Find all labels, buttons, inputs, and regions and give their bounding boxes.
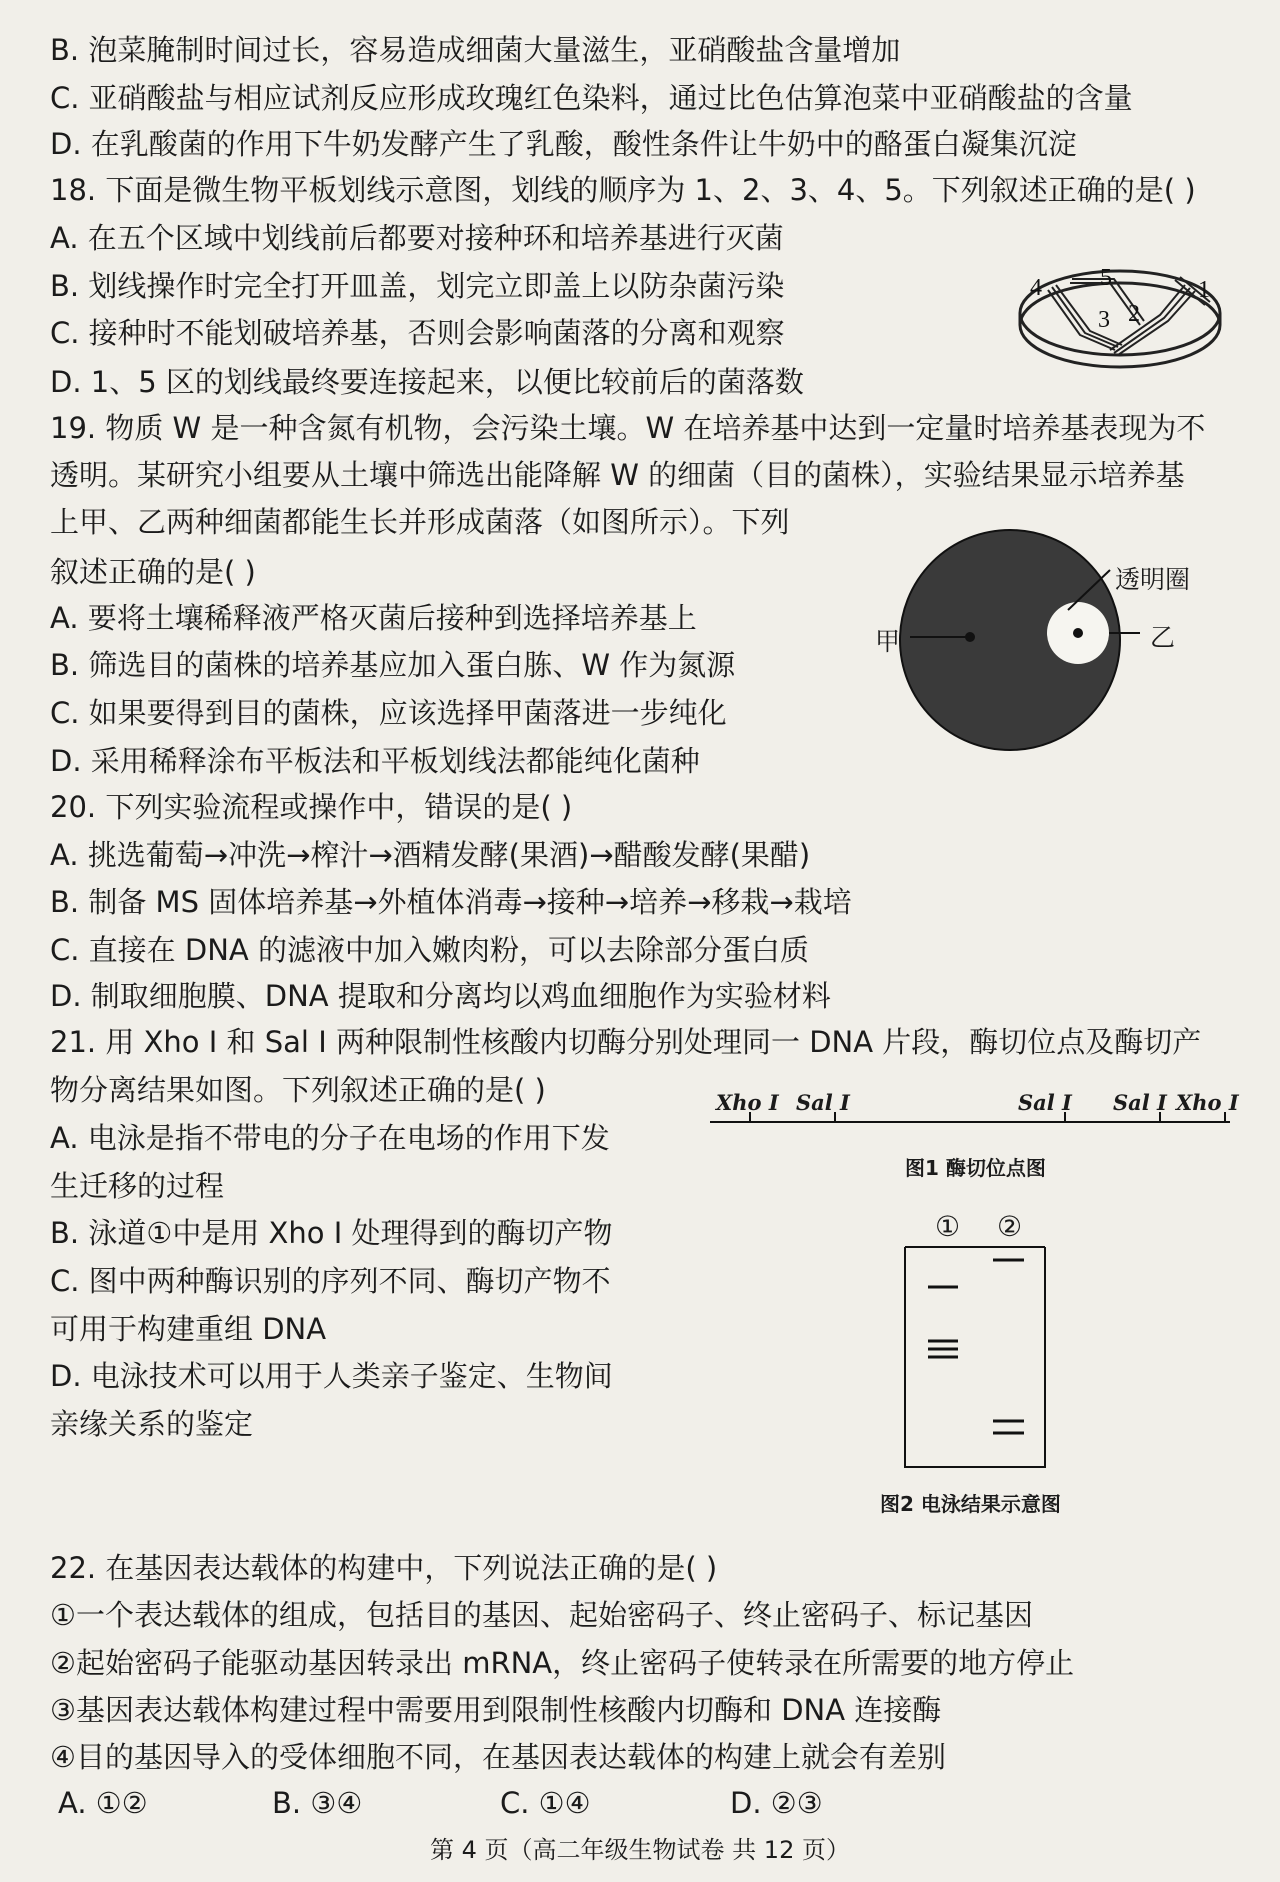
- q22-statement-1: ①一个表达载体的组成，包括目的基因、起始密码子、终止密码子、标记基因: [50, 1598, 1033, 1632]
- q21-option-d-line1: D. 电泳技术可以用于人类亲子鉴定、生物间: [50, 1359, 613, 1393]
- q21-option-d-line2: 亲缘关系的鉴定: [50, 1407, 254, 1441]
- q18-option-d: D. 1、5 区的划线最终要连接起来，以便比较前后的菌落数: [50, 365, 804, 399]
- site-xho-1: Xho Ⅰ: [716, 1090, 779, 1115]
- site-sal-3: Sal Ⅰ: [1113, 1090, 1167, 1115]
- q18-option-b: B. 划线操作时完全打开皿盖，划完立即盖上以防杂菌污染: [50, 269, 785, 303]
- q22-statement-3: ③基因表达载体构建过程中需要用到限制性核酸内切酶和 DNA 连接酶: [50, 1693, 942, 1727]
- label-yi: 乙: [1150, 623, 1176, 652]
- streak-label-5: 5: [1100, 265, 1112, 291]
- q22-option-c: C. ①④: [500, 1786, 591, 1820]
- streak-label-4: 4: [1030, 275, 1042, 301]
- q22-option-b: B. ③④: [272, 1786, 363, 1820]
- site-sal-2: Sal Ⅰ: [1018, 1090, 1072, 1115]
- streak-plate-figure: [1010, 255, 1230, 380]
- label-jia: 甲: [875, 627, 901, 656]
- streak-label-1: 1: [1198, 277, 1210, 303]
- q22-statement-2: ②起始密码子能驱动基因转录出 mRNA，终止密码子使转录在所需要的地方停止: [50, 1646, 1075, 1680]
- q19-option-a: A. 要将土壤稀释液严格灭菌后接种到选择培养基上: [50, 601, 697, 635]
- q17-option-d: D. 在乳酸菌的作用下牛奶发酵产生了乳酸，酸性条件让牛奶中的酪蛋白凝集沉淀: [50, 127, 1077, 161]
- colony-yi: [1073, 628, 1083, 638]
- q17-option-b: B. 泡菜腌制时间过长，容易造成细菌大量滋生，亚硝酸盐含量增加: [50, 33, 901, 67]
- q18-option-c: C. 接种时不能划破培养基，否则会影响菌落的分离和观察: [50, 316, 785, 350]
- fig2-caption: 图2 电泳结果示意图: [880, 1492, 1061, 1516]
- q18-stem: 18. 下面是微生物平板划线示意图，划线的顺序为 1、2、3、4、5。下列叙述正确的是( ): [50, 173, 1196, 207]
- q22-statement-4: ④目的基因导入的受体细胞不同，在基因表达载体的构建上就会有差别: [50, 1740, 946, 1774]
- q21-stem-line1: 21. 用 Xho Ⅰ 和 Sal Ⅰ 两种限制性核酸内切酶分别处理同一 DNA 片段，酶切位点及酶切产: [50, 1025, 1202, 1059]
- q20-stem: 20. 下列实验流程或操作中，错误的是( ): [50, 790, 573, 824]
- q19-stem-line4: 叙述正确的是( ): [50, 555, 256, 589]
- q19-stem-line3: 上甲、乙两种细菌都能生长并形成菌落（如图所示）。下列: [50, 505, 790, 539]
- q19-option-c: C. 如果要得到目的菌株，应该选择甲菌落进一步纯化: [50, 696, 727, 730]
- q22-option-d: D. ②③: [730, 1786, 823, 1820]
- q18-option-a: A. 在五个区域中划线前后都要对接种环和培养基进行灭菌: [50, 221, 784, 255]
- q22-stem: 22. 在基因表达载体的构建中，下列说法正确的是( ): [50, 1551, 718, 1585]
- q21-option-c-line2: 可用于构建重组 DNA: [50, 1312, 327, 1346]
- q21-option-b: B. 泳道①中是用 Xho Ⅰ 处理得到的酶切产物: [50, 1216, 613, 1250]
- q21-option-a-line2: 生迁移的过程: [50, 1169, 225, 1203]
- page-footer: 第 4 页（高二年级生物试卷 共 12 页）: [430, 1836, 850, 1864]
- streak-label-2: 2: [1128, 301, 1140, 327]
- q19-option-d: D. 采用稀释涂布平板法和平板划线法都能纯化菌种: [50, 744, 700, 778]
- q21-stem-line2: 物分离结果如图。下列叙述正确的是( ): [50, 1073, 546, 1107]
- q21-option-a-line1: A. 电泳是指不带电的分子在电场的作用下发: [50, 1121, 610, 1155]
- q21-option-c-line1: C. 图中两种酶识别的序列不同、酶切产物不: [50, 1264, 611, 1298]
- streak-label-3: 3: [1098, 307, 1110, 333]
- site-sal-1: Sal Ⅰ: [796, 1090, 850, 1115]
- q20-option-a: A. 挑选葡萄→冲洗→榨汁→酒精发酵(果酒)→醋酸发酵(果醋): [50, 838, 811, 872]
- q19-stem-line1: 19. 物质 W 是一种含氮有机物，会污染土壤。W 在培养基中达到一定量时培养基表现为不: [50, 411, 1206, 445]
- q22-option-a: A. ①②: [58, 1786, 148, 1820]
- q20-option-b: B. 制备 MS 固体培养基→外植体消毒→接种→培养→移栽→栽培: [50, 885, 852, 919]
- lane-1-label: ①: [935, 1210, 961, 1243]
- fig1-caption: 图1 酶切位点图: [905, 1156, 1046, 1180]
- q20-option-c: C. 直接在 DNA 的滤液中加入嫩肉粉，可以去除部分蛋白质: [50, 933, 809, 967]
- q19-option-b: B. 筛选目的菌株的培养基应加入蛋白胨、W 作为氮源: [50, 648, 736, 682]
- q20-option-d: D. 制取细胞膜、DNA 提取和分离均以鸡血细胞作为实验材料: [50, 979, 831, 1013]
- q19-stem-line2: 透明。某研究小组要从土壤中筛选出能降解 W 的细菌（目的菌株），实验结果显示培养基: [50, 458, 1185, 492]
- lane-2-label: ②: [997, 1210, 1023, 1243]
- label-clear-zone: 透明圈: [1115, 565, 1191, 594]
- q17-option-c: C. 亚硝酸盐与相应试剂反应形成玫瑰红色染料，通过比色估算泡菜中亚硝酸盐的含量: [50, 81, 1133, 115]
- gel-figure: [900, 1245, 1050, 1470]
- site-xho-2: Xho Ⅰ: [1176, 1090, 1239, 1115]
